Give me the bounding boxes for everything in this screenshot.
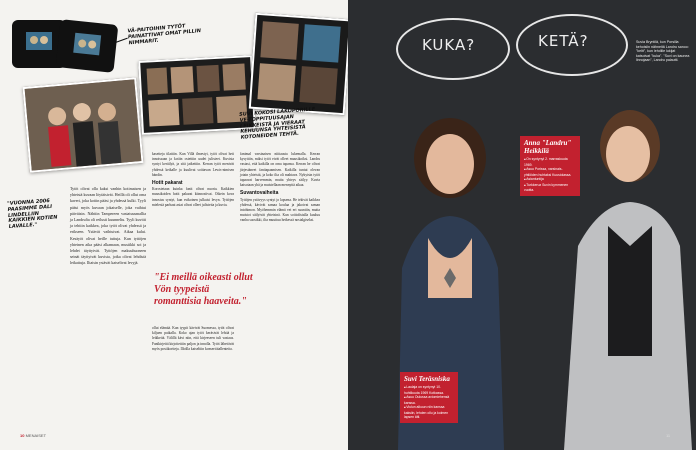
column-3-text: fanimal varsinaisen niittausta lukemalla. Kerran kysyttiin, miksi tytöt eivät olleet muusikoiksi. Landru vastasi, että kaikilla on oma tapansa. Kerran he olivat järjestäneet fanitapaamisen. Kaikilla tuntui olevan jotain yhteistä, ja koko ilta oli mahtava. Nykyisin tytöt tapaavat harvemmin, mutta yhteys säilyy. Kuvia katsotaan yhä ja muistellaan mennyttä aikaa.	[240, 152, 320, 188]
column-2-text-c: ollut elämää. Kun tyypit kävivät Suomessa, tytöt olivat kiljuen paikalla. Koko ajan tytöt keräsivät lehtiä ja leikkeitä. Välillä kävi niin, että kirjeeseen tuli vastaus. Fanikirjeitä kirjoitettiin paljon ja innolla. Tytöt lähettivät myös postikortteja. Illoilla katseltiin konserttitallenteita.	[152, 326, 234, 351]
tshirt-print-icon	[56, 19, 119, 73]
right-page	[348, 0, 696, 450]
tshirt-note: VÄ-PAITOIHIN TYTÖT PAINATTIVAT OMAT PILLIN NIMMARIT.	[127, 23, 202, 46]
subhead-2: Suvantovaiheita	[240, 190, 279, 197]
anna-fact: ■ On syntynyt 2. marraskuuta 1969.	[524, 157, 576, 167]
anna-name: Anna "Landru" Heikkilä	[524, 139, 572, 155]
column-2-text-b: Korostetaan kuinka fanit olivat nuoria. Kaikkien muusikoiden hotit pakarat kiinnostivat. Oikein kova innostus syntyi, kun esikoinen julkaisi levyn. Tyttöjen mielestä parhaat asiat olivat olleet julisteita ja kuvia.	[152, 187, 234, 207]
group-photo-icon	[25, 79, 142, 170]
left-folio	[20, 433, 46, 438]
photo-caption: Suvia Bryntilä, kun Porsilla kehoisiin nähneitä Landru sanoo: "keltt", kun lehdille lukijat katsoivat "kuka". "Suvi on kaunea linnojaan", Landru palautti.	[636, 40, 690, 62]
right-folio: 11	[666, 433, 671, 438]
article-column-2-bottom	[152, 326, 234, 352]
suvi-name: Suvi Teräsniska	[404, 375, 450, 383]
collage-icon	[140, 57, 254, 133]
anna-fact: ■ Turkkeruz Suvin kymmenen vuotta.	[524, 183, 576, 193]
suvi-fact: ■ Asuu Oulussa aviomiehensä kanssa.	[404, 395, 454, 405]
tshirt-image-2	[56, 19, 119, 73]
suvi-facts	[404, 385, 454, 420]
column-3-text-b: Tyttöjen ystävyys syntyi jo lapsena. He tekivät kaikkea yhdessä, kävivät samaa koulua ja jakoivat saman intohimon. Myöhemmin elämä vei eri suuntiin, mutta muistot säilyivät yhteisinä. Kun soittolistalla kuuluu vanha suosikki, ilta muuttuu hetkessä nostalgiseksi.	[240, 197, 320, 223]
photo-note: "VUONNA 2006 PAASIMME DALI LINDELLIIN KAIKKIEN KOTIEN LAVALLE."	[6, 198, 58, 230]
bubble-2-text: KETÄ?	[538, 32, 589, 50]
suvi-info-box	[400, 372, 458, 423]
magazine-name: MENAISET	[25, 433, 47, 438]
column-2-text: kasetteja tilattiin. Kun Villä ilmestyi, tytöt olivat heti innoissaan ja kotiin ostettiin uudet julisteet. Kuvista syntyi keräilyä, ja sitä jatkettiin. Kerran tytöt menivät yhdessä keikalle ja kuulivat soittavan Lewis-nimisen bändin.	[152, 152, 234, 177]
subhead-1: Hotit pakarat	[152, 180, 183, 187]
article-column-3	[240, 152, 320, 224]
page-number-left: 10	[20, 433, 25, 438]
collage-icon	[251, 15, 348, 113]
anna-info-box	[520, 136, 580, 196]
framed-photo	[22, 77, 143, 173]
article-column-2	[152, 152, 234, 208]
anna-fact: ■ Asiantuntija	[524, 177, 576, 183]
anna-fact: ■ Asuu Porissa, varsinais-yhtiöiden huhtaksi Kuusiolassa.	[524, 167, 576, 177]
pull-quote: "Ei meillä oikeasti ollut Vön tyypeistä romanttisia haaveita."	[154, 272, 253, 307]
anna-portrait-icon	[560, 96, 696, 450]
suvi-fact: ■ Laulaja on syntynyt 10. huhtikuuta 1969 Kotkassa.	[404, 385, 454, 395]
article-column-1	[70, 186, 146, 267]
suvi-fact: ■ Viulun alkuun niin kanssa kaksiin, lehden ollu ja kolmen lapsen äiti.	[404, 405, 454, 420]
anna-facts	[524, 157, 576, 193]
column-1-text: Tytöt olivat olla kaksi vanhin kotimaisen ja yhteistä kuvaan löytäisivät. Heillä oli ollut oma kaveri, joka kotiin pääsi ja yhdessä kulki. Tyyli pääsi myös kuvaan jokaiselle, joka vaihtui päiväisin. Nähtiin Tampereen vastatuusmallia ja Landrufia oli reilusti kuunneltu. Tyyli kuvitti ja tehtiin kaikkea, joka tytöt olivat yhdessä ja erikseen. Ystävät vaihtuivat. Aikaa kului. Kesäyöt olivat heille tuttuja. Kun tyttöjen yhteinen aika pääsi alkamaan, musiikki soi ja lehdet täyttyivät. Tyttöjen makuuhuoneen seinät täyttyivät kuvista, jotka olivat lehdistä leikattuja. Iltaisin ystävät katselivat levyjä.	[70, 186, 146, 266]
scrapbook-image-1	[138, 55, 256, 135]
bubble-1-text: KUKA?	[422, 36, 476, 54]
scrapbook-image-2	[249, 13, 348, 115]
scrapbook-note: SUVI KOKOSI LAKOPORILLE VE-TOPPITUUSAJAN LEIKKEISTÄ JA VIERAAT KEHUUNSA YHTEISISTÄ KOTONEIDEN TEHTÄ.	[239, 106, 316, 141]
